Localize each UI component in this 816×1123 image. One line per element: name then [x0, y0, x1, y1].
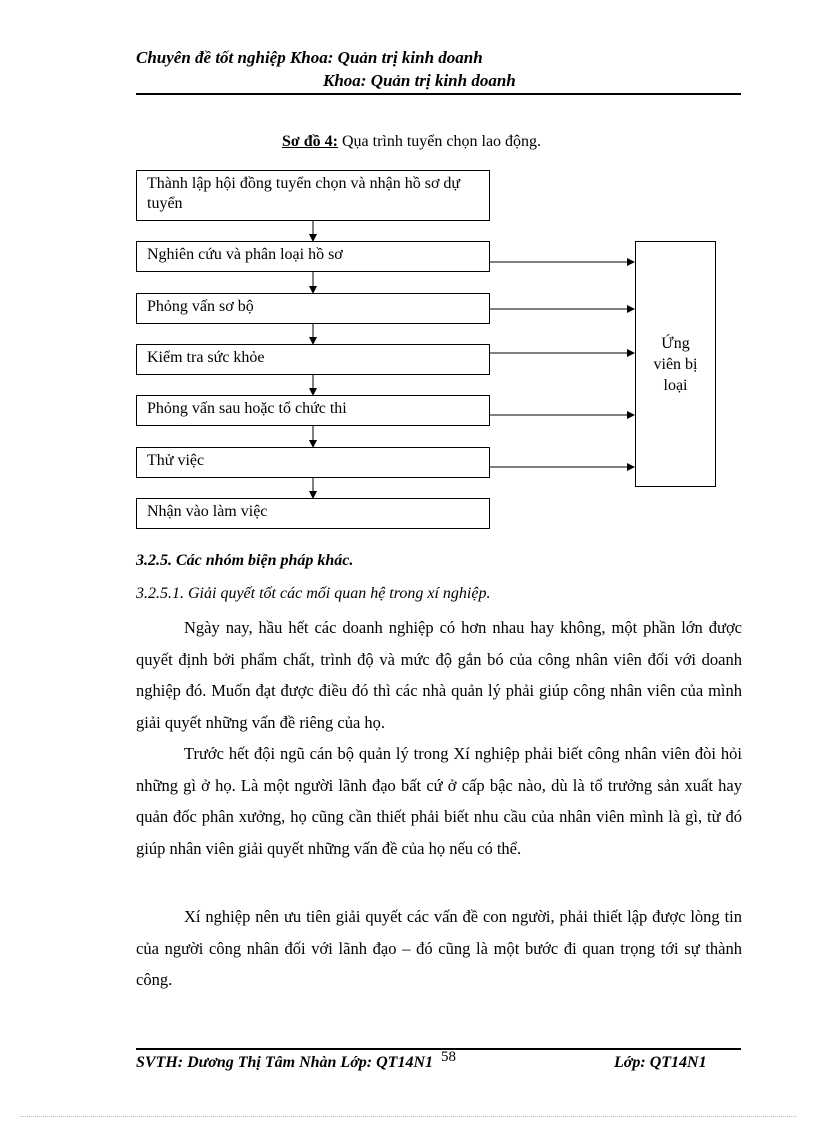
flow-step-3: Phỏng vấn sơ bộ	[136, 293, 490, 324]
reject-label-line-3: loại	[663, 376, 688, 394]
flow-step-5: Phỏng vấn sau hoặc tổ chức thi	[136, 395, 490, 426]
reject-label-line-1: Ứng	[661, 334, 690, 352]
footer-class: Lớp: QT14N1	[614, 1054, 707, 1071]
flow-step-2: Nghiên cứu và phân loại hồ sơ	[136, 241, 490, 272]
page-bottom-border	[20, 1116, 796, 1117]
footer-author: SVTH: Dương Thị Tâm Nhàn Lớp: QT14N1	[136, 1054, 433, 1071]
header-line-2: Khoa: Quản trị kinh doanh	[323, 71, 516, 90]
section-heading: 3.2.5. Các nhóm biện pháp khác.	[136, 552, 354, 569]
flow-step-6: Thử việc	[136, 447, 490, 478]
page-number: 58	[441, 1049, 456, 1065]
flow-step-1: Thành lập hội đồng tuyển chọn và nhận hồ sơ dự tuyển	[136, 170, 490, 221]
header-line-1: Chuyên đề tốt nghiệp Khoa: Quản trị kinh doanh	[136, 48, 483, 67]
flow-step-7: Nhận vào làm việc	[136, 498, 490, 529]
footer-rule	[136, 1048, 741, 1050]
body-paragraph: Trước hết đội ngũ cán bộ quản lý trong Xí nghiệp phải biết công nhân viên đòi hỏi những gì ở họ. Là một người lãnh đạo bất cứ ở cấp bậc nào, dù là tổ trưởng sản xuất hay quản đốc phân xưởng, họ cũng cần thiết phải biết nhu cầu của nhân viên mình là gì, từ đó giúp nhân viên giải quyết những vấn đề của họ nếu có thể.	[136, 744, 742, 858]
diagram-caption-text: Qụa trình tuyển chọn lao động.	[337, 133, 542, 150]
body-paragraph: Xí nghiệp nên ưu tiên giải quyết các vấn đề con người, phải thiết lập được lòng tin của người công nhân đối với lãnh đạo – đó cũng là một bước đi quan trọng tới sự thành công.	[136, 907, 742, 989]
subsection-heading: 3.2.5.1. Giải quyết tốt các mối quan hệ trong xí nghiệp.	[136, 585, 491, 602]
rejected-candidates-box	[635, 241, 716, 487]
body-paragraph: Ngày nay, hầu hết các doanh nghiệp có hơn nhau hay không, một phần lớn được quyết định bởi phẩm chất, trình độ và mức độ gắn bó của công nhân viên đối với doanh nghiệp đó. Muốn đạt được điều đó thì các nhà quản lý phải giúp công nhân viên của mình giải quyết những vấn đề riêng của họ.	[136, 618, 742, 732]
flow-step-4: Kiểm tra sức khỏe	[136, 344, 490, 375]
reject-label-line-2: viên bị	[653, 355, 698, 373]
diagram-caption-label: Sơ đồ 4:	[282, 133, 338, 150]
